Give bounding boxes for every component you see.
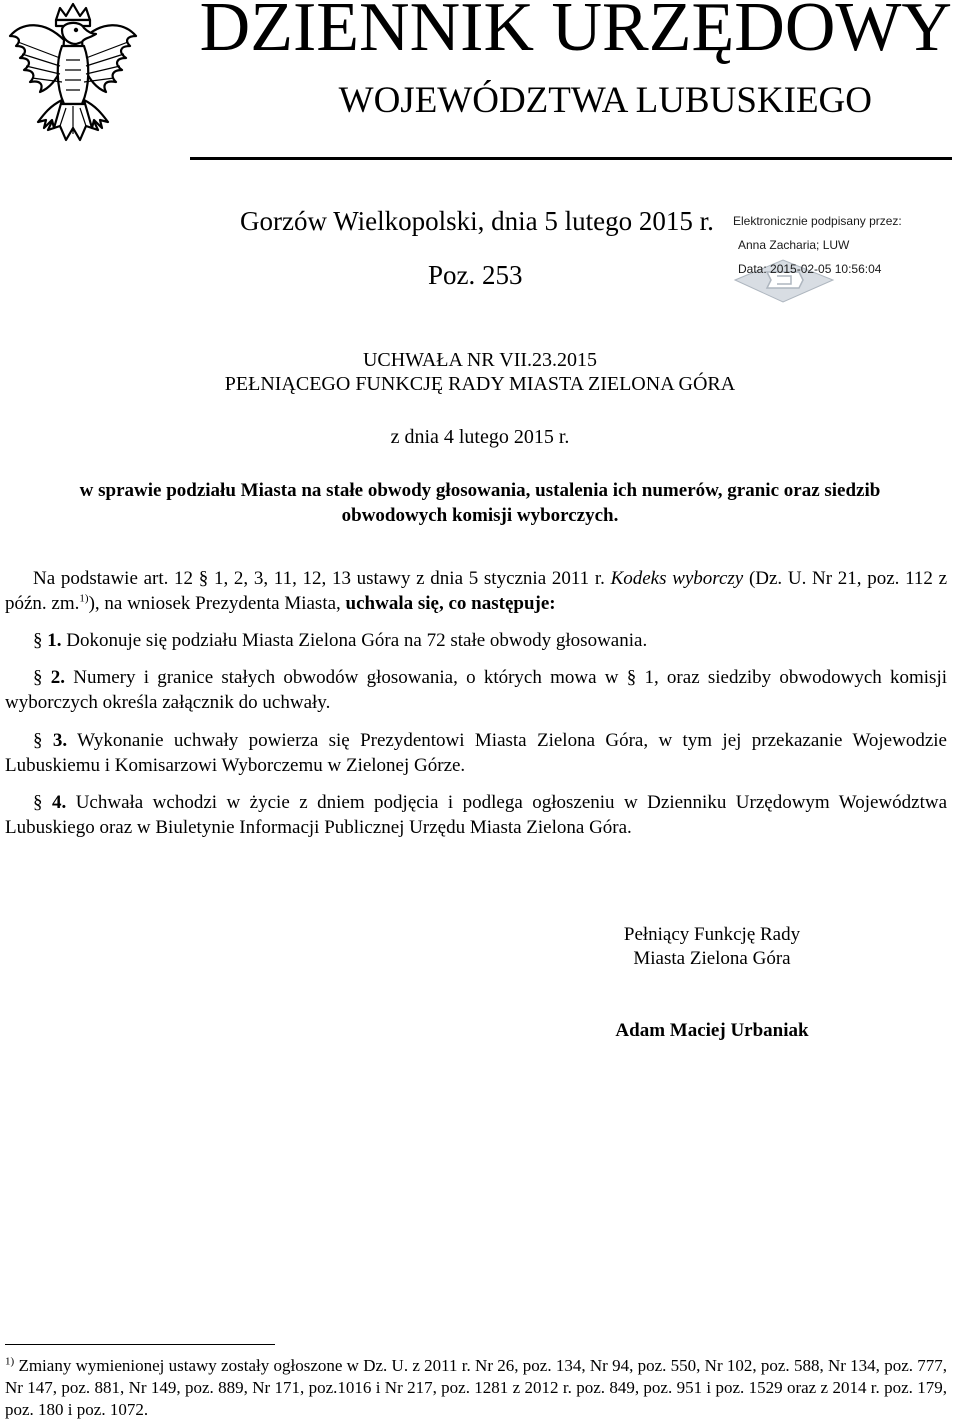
section-number: 2. <box>50 667 65 688</box>
section-sign: § <box>198 568 209 589</box>
journal-subtitle: WOJEWÓDZTWA LUBUSKIEGO <box>338 80 872 121</box>
section-4-paragraph <box>5 790 947 840</box>
section-text-before: Numery i granice stałych obwodów głosowania, o których mowa w <box>73 667 627 688</box>
resolves-phrase: uchwala się, co następuje: <box>345 593 556 614</box>
section-sign: § <box>33 730 43 751</box>
electronic-signature-block <box>733 214 958 304</box>
resolution-subject: w sprawie podziału Miasta na stałe obwody głosowania, ustalenia ich numerów, granic oraz siedzib obwodowych komisji wyborczych. <box>79 480 881 526</box>
polish-eagle-emblem-icon <box>4 0 142 158</box>
section-sign: § <box>33 792 43 813</box>
resolution-number: UCHWAŁA NR VII.23.2015 <box>362 349 598 371</box>
section-text: Uchwała wchodzi w życie z dniem podjęcia i podlega ogłoszeniu w Dzienniku Urzędowym Województwa Lubuskiego oraz w Biuletynie Informacji Publicznej Urzędu Miasta Zielona Góra. <box>5 792 948 838</box>
signatory-name: Adam Maciej Urbaniak <box>615 1020 809 1041</box>
position-number: Poz. 253 <box>428 260 523 290</box>
section-2-paragraph <box>5 665 947 715</box>
section-sign: § <box>33 630 43 651</box>
code-title: Kodeks wyborczy <box>610 568 744 589</box>
footnote-text: Zmiany wymienionej ustawy zostały ogłoszone w Dz. U. z 2011 r. Nr 26, poz. 134, Nr 94, poz. 550, Nr 102, poz. 588, Nr 134, poz. 777, Nr 147, poz. 881, Nr 149, poz. 889, Nr 171, poz.1016 i Nr 217, poz. 1281 z 2012 r. poz. 849, poz. 951 i poz. 1529 oraz z 2014 r. poz. 179, poz. 180 i poz. 1072. <box>5 1356 948 1419</box>
section-text-after: 1, oraz siedziby obwodowych komisji wyborczych określa załącznik do uchwały. <box>5 667 948 713</box>
signature-date: Data: 2015-02-05 10:56:04 <box>738 262 882 276</box>
place-and-date: Gorzów Wielkopolski, dnia 5 lutego 2015 r. <box>240 206 714 236</box>
legal-basis-paragraph <box>5 566 947 616</box>
basis-text-after: (Dz. U. Nr 21, poz. 112 z późn. zm. <box>5 568 948 614</box>
section-text: Dokonuje się podziału Miasta Zielona Góra na 72 stałe obwody głosowania. <box>66 630 648 651</box>
basis-text-before: Na podstawie art. 12 <box>33 568 199 589</box>
section-ref-sign: § <box>626 667 637 688</box>
footnote-divider <box>5 1344 275 1345</box>
footnote-marker: 1) <box>5 1355 15 1368</box>
section-number: 4. <box>51 792 67 813</box>
journal-title: DZIENNIK URZĘDOWY <box>199 0 952 66</box>
footnote <box>5 1355 947 1421</box>
signature-label: Elektronicznie podpisany przez: <box>733 214 902 228</box>
resolution-date: z dnia 4 lutego 2015 r. <box>390 426 570 448</box>
section-text: Wykonanie uchwały powierza się Prezydentowi Miasta Zielona Góra, w tym jej przekazanie Wojewodzie Lubuskiemu i Komisarzowi Wyborczemu w Zielonej Górze. <box>5 730 947 776</box>
section-sign: § <box>33 667 43 688</box>
resolution-body: PEŁNIĄCEGO FUNKCJĘ RADY MIASTA ZIELONA GÓRA <box>224 373 736 395</box>
masthead-divider <box>190 157 952 160</box>
basis-text-after-ref: ), na wniosek Prezydenta Miasta, <box>88 593 346 614</box>
section-number: 3. <box>52 730 68 751</box>
section-number: 1. <box>47 630 62 651</box>
section-3-paragraph <box>5 728 947 778</box>
basis-text-middle: 1, 2, 3, 11, 12, 13 ustawy z dnia 5 stycznia 2011 r. <box>208 568 611 589</box>
signatory-role-line-2: Miasta Zielona Góra <box>633 948 791 969</box>
signatory-role-line-1: Pełniący Funkcję Rady <box>623 924 801 945</box>
footnote-ref: 1) <box>79 592 89 605</box>
signature-signer: Anna Zacharia; LUW <box>738 238 850 252</box>
section-1-paragraph <box>5 628 947 653</box>
